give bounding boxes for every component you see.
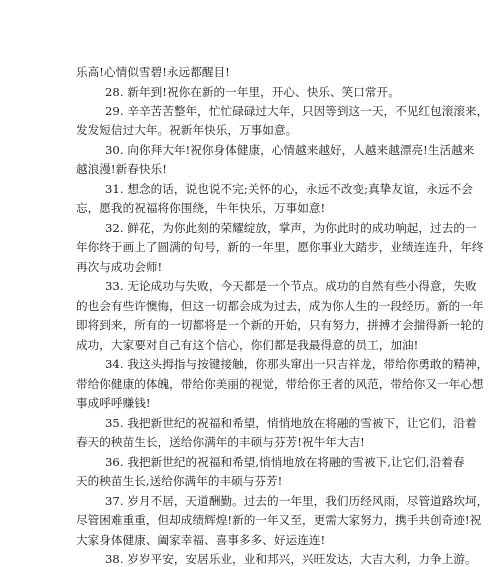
paragraph-line: 31. 想念的话，说也说不完;关怀的心，永远不改变;真挚友谊，永远不会 [105, 182, 473, 196]
paragraph-line: 春天的秧苗生长，送给你满年的丰硕与芬芳!祝牛年大吉! [76, 435, 365, 449]
paragraph-line: 尽管困难重重，但却成绩辉煌!新的一年又至，更需大家努力，携手共创奇迹!祝 [76, 513, 482, 527]
paragraph-line: 36. 我把新世纪的祝福和希望,悄悄地放在将融的雪被下,让它们,沿着春 [105, 455, 465, 469]
paragraph-line: 越浪漫!新春快乐! [76, 162, 167, 176]
paragraph-line: 年你终于画上了圆满的句号，新的一年里，愿你事业大踏步，业绩连连升，年终 [76, 240, 484, 254]
paragraph-line: 37. 岁月不居，天道酬勤。过去的一年里，我们历经风雨，尽管道路坎坷， [105, 494, 489, 508]
paragraph-line: 再次与成功会师! [76, 260, 163, 274]
paragraph-line: 大家身体健康、阖家幸福、喜事多多、好运连连! [76, 533, 326, 547]
paragraph-line: 38. 岁岁平安，安居乐业，业和邦兴，兴旺发达，大吉大利，力争上游。 [105, 552, 477, 566]
paragraph-line: 事成呼呼赚钱! [76, 396, 151, 410]
paragraph-line: 天的秧苗生长,送给你满年的丰硕与芬芳! [76, 474, 283, 488]
paragraph-line: 发发短信过大年。祝新年快乐，万事如意。 [76, 123, 298, 137]
paragraph-line: 忘，愿我的祝福将你围绕，牛年快乐，万事如意! [76, 201, 326, 215]
paragraph-line: 28. 新年到!祝你在新的一年里，开心、快乐、笑口常开。 [105, 85, 400, 99]
paragraph-line: 成功，大家要对自己有这个信心，你们都是我最得意的员工，加油! [76, 338, 419, 352]
paragraph-line: 33. 无论成功与失败，今天都是一个节点。成功的自然有些小得意，失败 [105, 279, 477, 293]
paragraph-line: 35. 我把新世纪的祝福和希望，悄悄地放在将融的雪被下，让它们，沿着 [105, 416, 477, 430]
paragraph-line: 34. 我这头拇指与按键接触，你那头窜出一只吉祥龙，带给你勇敢的精神， [105, 357, 489, 371]
paragraph-line: 32. 鲜花，为你此刻的荣耀绽放，掌声，为你此时的成功响起，过去的一 [105, 221, 477, 235]
paragraph-line: 带给你健康的体魄，带给你美丽的视觉，带给你王者的风范，带给你又一年心想 [76, 377, 484, 391]
paragraph-line: 的也会有些许懊悔，但这一切都会成为过去，成为你人生的一段经历。新的一年 [76, 299, 484, 313]
paragraph-line: 30. 向你拜大年!祝你身体健康，心情越来越好，人越来越漂亮!生活越来 [105, 143, 475, 157]
paragraph-line: 乐高!心情似雪碧!永远都醒目! [76, 65, 230, 79]
paragraph-line: 即将到来，所有的一切都将是一个新的开始，只有努力，拼搏才会揣得新一轮的 [76, 318, 484, 332]
paragraph-line: 29. 辛辛苦苦整年，忙忙碌碌过大年，只因等到这一天，不见红包滚滚来， [105, 104, 489, 118]
